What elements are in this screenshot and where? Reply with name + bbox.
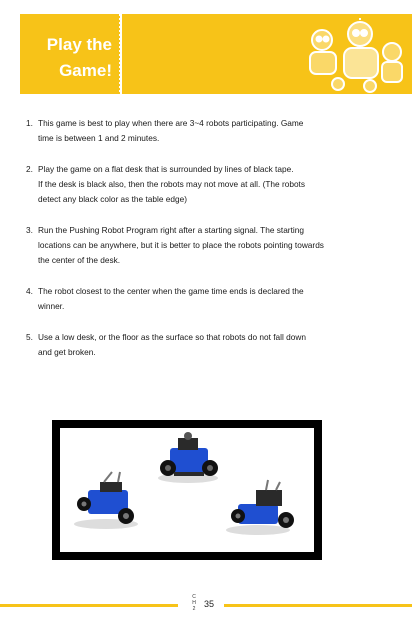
rules-list: [26, 116, 396, 376]
rule-item-5: [26, 330, 396, 360]
robots-illustration: [60, 428, 314, 552]
photo-area: [60, 428, 314, 552]
title-box: [20, 14, 120, 94]
rule-number: 4.: [26, 286, 33, 296]
rule-text: Use a low desk, or the floor as the surface so that robots do not fall down and get broken.: [38, 332, 306, 357]
title-line-2: Game!: [59, 61, 112, 80]
page-title: [47, 32, 112, 84]
title-line-1: Play the: [46, 35, 112, 54]
robot-characters-icon: [290, 18, 408, 94]
footer-rule-right: [224, 604, 412, 607]
robot-left: [74, 472, 138, 529]
rule-number: 3.: [26, 225, 33, 235]
rule-text: Play the game on a flat desk that is surrounded by lines of black tape. If the desk is black also, then the robots may not move at all. (The robots detect any black color as the table edge): [38, 164, 306, 204]
rule-item-2: [26, 162, 396, 207]
rule-text: The robot closest to the center when the game time ends is declared the winner.: [38, 286, 304, 311]
rule-item-3: [26, 223, 396, 268]
rule-text: This game is best to play when there are 3~4 robots participating. Game time is between 1 and 2 minutes.: [38, 118, 304, 143]
dotted-divider: [119, 14, 122, 94]
robots-photo: [52, 420, 322, 560]
robot-top: [158, 432, 218, 483]
rule-number: 5.: [26, 332, 33, 342]
page-number: 35: [204, 599, 215, 609]
footer-rule-left: [0, 604, 178, 607]
rule-number: 1.: [26, 118, 33, 128]
robot-right: [226, 480, 294, 535]
rule-text: Run the Pushing Robot Program right after a starting signal. The starting locations can be anywhere, but it is better to place the robots pointing towards the center of the desk.: [38, 225, 324, 265]
rule-item-1: [26, 116, 396, 146]
rule-item-4: [26, 284, 396, 314]
chapter-label: C H 2: [192, 594, 196, 612]
rule-number: 2.: [26, 164, 33, 174]
